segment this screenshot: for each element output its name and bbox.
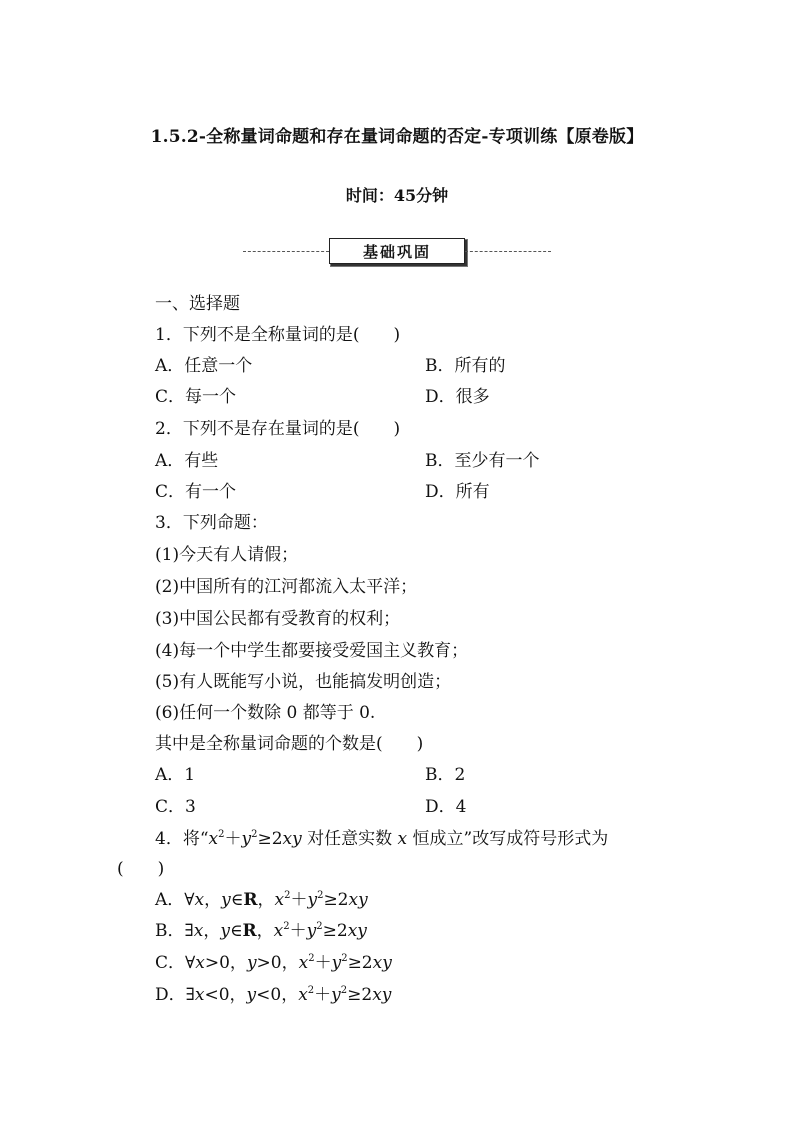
q4-option-b-label: B． <box>155 921 185 941</box>
q1-stem-close: ) <box>393 325 401 345</box>
q3-item: (6)任何一个数除 0 都等于 0. <box>155 703 376 723</box>
q3-stem: 3．下列命题： <box>155 513 268 533</box>
q1-option-c: C．每一个 <box>155 387 237 407</box>
q4-stem-mid: 对任意实数 <box>307 829 393 849</box>
q2-stem <box>155 418 400 440</box>
q3-item: (2)中国所有的江河都流入太平洋； <box>155 577 418 597</box>
q4-answer-paren <box>117 858 164 880</box>
q4-stem-tail: 恒成立”改写成符号形式为 <box>412 829 609 849</box>
q3-question-text: 其中是全称量词命题的个数是( <box>155 734 383 754</box>
q3-item: (1)今天有人请假； <box>155 545 299 565</box>
q2-option-c: C．有一个 <box>155 482 237 502</box>
q4-option-a: A．∀x，y∈R，$x^2+y^2\ge 2xy$ <box>155 890 368 910</box>
q4-option-d: D．∃x<0，y<0，$x^2+y^2\ge 2xy$ <box>155 985 392 1005</box>
section-banner <box>243 238 551 266</box>
banner-dash-left <box>243 251 329 252</box>
part-heading: 一、选择题 <box>155 294 240 314</box>
q1-stem <box>155 324 400 346</box>
q3-item: (3)中国公民都有受教育的权利； <box>155 609 401 629</box>
q3-option-b: B．2 <box>425 765 466 785</box>
q1-option-a: A．任意一个 <box>155 356 253 376</box>
q2-option-b: B．至少有一个 <box>425 451 540 471</box>
q2-option-a: A．有些 <box>155 451 219 471</box>
q4-option-d-label: D． <box>155 985 186 1005</box>
q4-paren-open: ( <box>117 859 124 879</box>
q4-option-c-label: C． <box>155 953 186 973</box>
q2-option-d: D．所有 <box>425 482 490 502</box>
q3-item: (4)每一个中学生都要接受爱国主义教育； <box>155 641 469 661</box>
q4-option-b: B．∃x，y∈R，$x^2+y^2\ge 2xy$ <box>155 921 367 941</box>
q3-item: (5)有人既能写小说，也能搞发明创造； <box>155 672 452 692</box>
q3-option-c: C．3 <box>155 797 196 817</box>
q3-option-a: A．1 <box>155 765 196 785</box>
q3-option-d: D．4 <box>425 797 467 817</box>
q4-option-c: C．∀x>0，y>0，$x^2+y^2\ge 2xy$ <box>155 953 392 973</box>
q3-question <box>155 733 423 755</box>
page-title: 1.5.2-全称量词命题和存在量词命题的否定-专项训练【原卷版】 <box>150 127 644 147</box>
section-label: 基础巩固 <box>362 242 431 261</box>
q3-question-close: ) <box>416 734 424 754</box>
q1-stem-text: 1．下列不是全称量词的是( <box>155 325 360 345</box>
q2-stem-text: 2．下列不是存在量词的是( <box>155 419 360 439</box>
section-label-box <box>329 238 465 264</box>
q2-stem-close: ) <box>393 419 401 439</box>
q4-stem-lead: 4．将“ <box>155 829 209 849</box>
q1-option-d: D．很多 <box>425 387 490 407</box>
time-limit: 时间：45分钟 <box>345 186 449 205</box>
q4-option-a-label: A． <box>155 890 185 910</box>
q4-stem: 4．将“$x^2+y^2\ge 2xy$ 对任意实数 x 恒成立”改写成符号形式为 <box>155 829 609 849</box>
banner-dash-right <box>465 251 551 252</box>
q1-option-b: B．所有的 <box>425 356 506 376</box>
q4-paren-close: ) <box>157 859 165 879</box>
